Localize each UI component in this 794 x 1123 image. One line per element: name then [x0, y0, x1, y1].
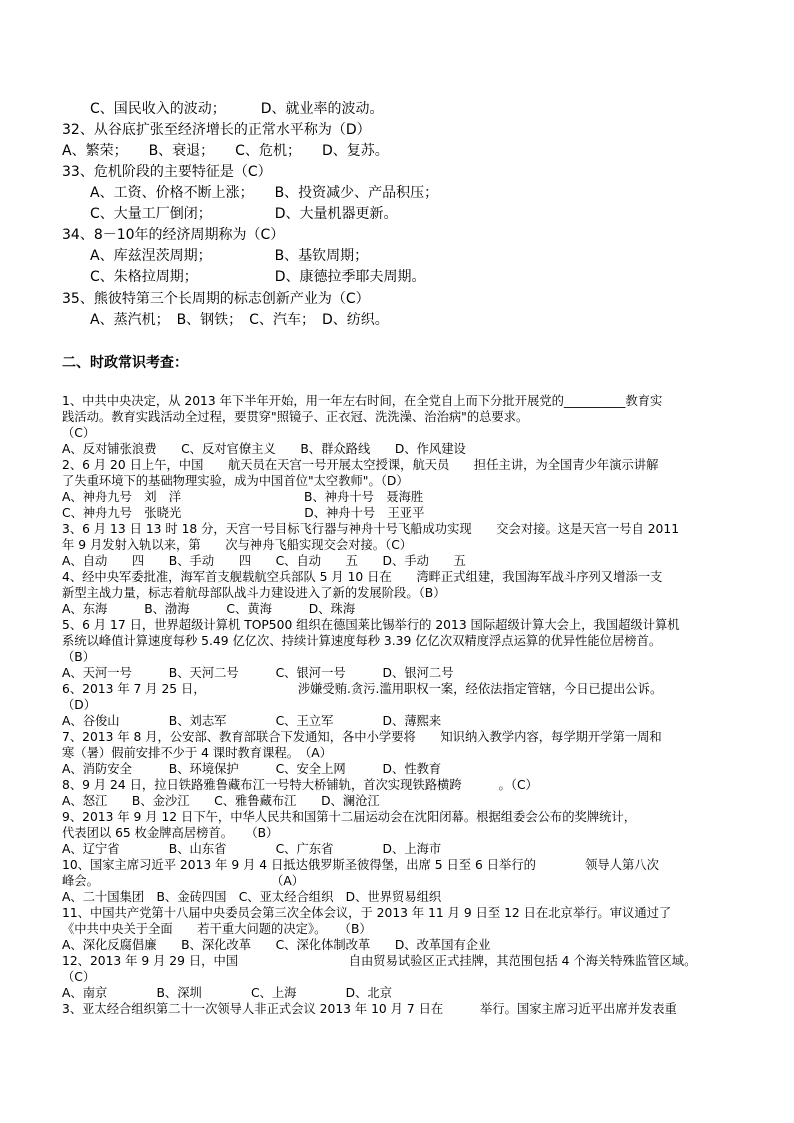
current-affairs-line: A、神舟九号 刘 洋 B、神舟十号 聂海胜 [62, 490, 424, 504]
current-affairs-line: A、消防安全 B、环境保护 C、安全上网 D、性教育 [62, 762, 442, 776]
current-affairs-line: A、二十国集团 B、金砖四国 C、亚太经合组织 D、世界贸易组织 [62, 890, 442, 904]
current-affairs-line: A、东海 B、渤海 C、黄海 D、珠海 [62, 602, 356, 616]
current-affairs-line: A、深化反腐倡廉 B、深化改革 C、深化体制改革 D、改革国有企业 [62, 938, 491, 952]
current-affairs-line: A、天河一号 B、天河二号 C、银河一号 D、银河二号 [62, 666, 454, 680]
current-affairs-line: A、怒江 B、金沙江 C、雅鲁藏布江 D、澜沧江 [62, 794, 380, 808]
current-affairs-line: （D） [62, 698, 97, 712]
question-line: A、工资、价格不断上涨； B、投资减少、产品积压； [62, 185, 439, 201]
current-affairs-line: A、南京 B、深圳 C、上海 D、北京 [62, 986, 393, 1000]
question-line: 33、危机阶段的主要特征是（C） [62, 164, 272, 180]
current-affairs-line: 7、2013 年 8 月，公安部、教育部联合下发通知，各中小学要将 知识纳入教学内容，每学期开学第一周和 [62, 730, 662, 744]
question-line: C、国民收入的波动； D、就业率的波动。 [62, 101, 384, 117]
question-line: 35、熊彼特第三个长周期的标志创新产业为（C） [62, 291, 370, 307]
current-affairs-line: 《中共中央关于全面 若干重大问题的决定》。 （B） [62, 922, 372, 936]
current-affairs-line: 4、经中央军委批准，海军首支舰载航空兵部队 5 月 10 日在 湾畔正式组建，我国海军战斗序列又增添一支 [62, 570, 663, 584]
current-affairs-line: A、自动 四 B、手动 四 C、自动 五 D、手动 五 [62, 554, 466, 568]
current-affairs-line: 12、2013 年 9 月 29 日，中国 自由贸易试验区正式挂牌，其范围包括 4 个海关特殊监管区域。 [62, 954, 697, 968]
section-heading: 二、时政常识考查： [62, 355, 188, 371]
current-affairs-line: 峰会。 （A） [62, 874, 305, 888]
current-affairs-line: A、反对铺张浪费 C、反对官僚主义 B、群众路线 D、作风建设 [62, 442, 466, 456]
question-line: C、朱格拉周期； D、康德拉季耶夫周期。 [62, 269, 426, 285]
current-affairs-line: 了失重环境下的基础物理实验，成为中国首位"太空教师"。（D） [62, 474, 409, 488]
current-affairs-line: 6、2013 年 7 月 25 日， 涉嫌受贿.贪污.滥用职权一案，经依法指定管辖，今日已提出公诉。 [62, 682, 663, 696]
question-line: A、库兹涅茨周期； B、基钦周期； [62, 248, 369, 264]
current-affairs-line: 年 9 月发射入轨以来，第 次与神舟飞船实现交会对接。（C） [62, 538, 413, 552]
question-line: A、蒸汽机； B、钢铁； C、汽车； D、纺织。 [62, 312, 389, 328]
current-affairs-line: （B） [62, 650, 96, 664]
current-affairs-line: 践活动。教育实践活动全过程，要贯穿"照镜子、正衣冠、洗洗澡、治治病"的总要求。 [62, 410, 529, 424]
current-affairs-line: 1、中共中央决定，从 2013 年下半年开始，用一年左右时间，在全党自上而下分批开展党的__________教育实 [62, 394, 663, 408]
current-affairs-line: 9、2013 年 9 月 12 日下午，中华人民共和国第十二届运动会在沈阳闭幕。根据组委会公布的奖牌统计， [62, 810, 637, 824]
current-affairs-line: 8、9 月 24 日，拉日铁路雅鲁藏布江一号特大桥铺轨，首次实现铁路横跨 。（C） [62, 778, 538, 792]
current-affairs-line: （C） [62, 426, 96, 440]
current-affairs-line: 11、中国共产党第十八届中央委员会第三次全体会议，于 2013 年 11 月 9 日至 12 日在北京举行。审议通过了 [62, 906, 672, 920]
question-line: 34、8－10年的经济周期称为（C） [62, 227, 285, 243]
question-line: A、繁荣； B、衰退； C、危机； D、复苏。 [62, 143, 389, 159]
current-affairs-line: A、谷俊山 B、刘志军 C、王立军 D、薄熙来 [62, 714, 442, 728]
current-affairs-line: 代表团以 65 枚金牌高居榜首。 （B） [62, 826, 279, 840]
current-affairs-line: 新型主战力量，标志着航母部队战斗力建设进入了新的发展阶段。（B） [62, 586, 446, 600]
current-affairs-line: 10、国家主席习近平 2013 年 9 月 4 日抵达俄罗斯圣彼得堡，出席 5 日至 6 日举行的 领导人第八次 [62, 858, 659, 872]
current-affairs-line: 3、6 月 13 日 13 时 18 分，天宫一号目标飞行器与神舟十号飞船成功实现 交会对接。这是天宫一号自 2011 [62, 522, 680, 536]
current-affairs-line: C、神舟九号 张晓光 D、神舟十号 王亚平 [62, 506, 425, 520]
question-line: 32、从谷底扩张至经济增长的正常水平称为（D） [62, 122, 371, 138]
current-affairs-line: A、辽宁省 B、山东省 C、广东省 D、上海市 [62, 842, 442, 856]
current-affairs-line: 5、6 月 17 日，世界超级计算机 TOP500 组织在德国莱比锡举行的 2013 国际超级计算大会上，我国超级计算机 [62, 618, 680, 632]
current-affairs-line: 系统以峰值计算速度每秒 5.49 亿亿次、持续计算速度每秒 3.39 亿亿次双精度浮点运算的优异性能位居榜首。 [62, 634, 662, 648]
current-affairs-line: （C） [62, 970, 96, 984]
current-affairs-line: 寒（暑）假前安排不少于 4 课时教育课程。 （A） [62, 746, 332, 760]
current-affairs-line: 2、6 月 20 日上午，中国 航天员在天宫一号开展太空授课，航天员 担任主讲，为全国青少年演示讲解 [62, 458, 659, 472]
current-affairs-line: 3、亚太经合组织第二十一次领导人非正式会议 2013 年 10 月 7 日在 举行。国家主席习近平出席并发表重 [62, 1002, 677, 1016]
question-line: C、大量工厂倒闭； D、大量机器更新。 [62, 206, 398, 222]
